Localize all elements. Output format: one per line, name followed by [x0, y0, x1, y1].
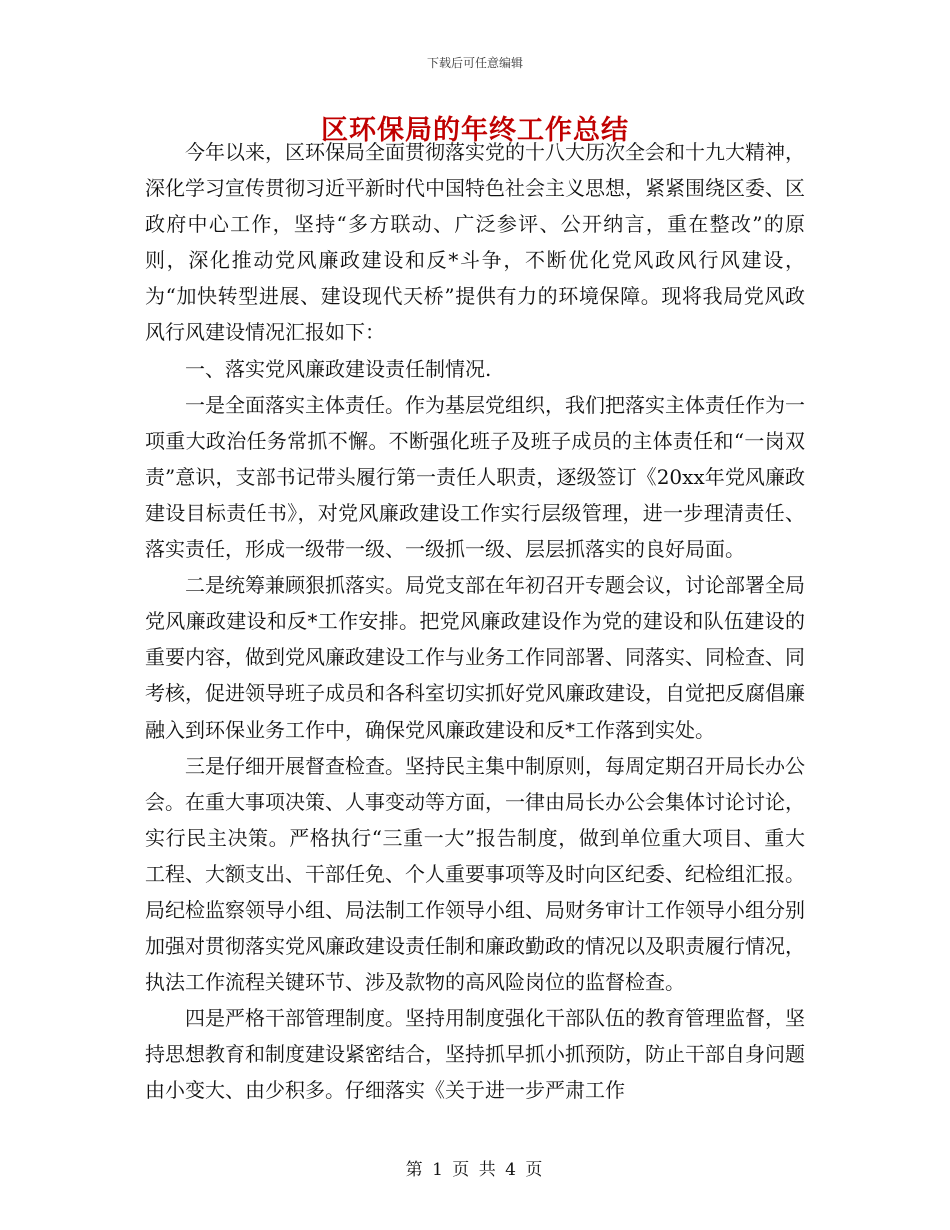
- paragraph-point-3: 三是仔细开展督查检查。坚持民主集中制原则，每周定期召开局长办公会。在重大事项决策、人事变动等方面，一律由局长办公会集体讨论讨论，实行民主决策。严格执行“三重一大”报告制度，做到单位重大项目、重大工程、大额支出、干部任免、个人重要事项等及时向区纪委、纪检组汇报。局纪检监察领导小组、局法制工作领导小组、局财务审计工作领导小组分别加强对贯彻落实党风廉政建设责任制和廉政勤政的情况以及职责履行情况，执法工作流程关键环节、涉及款物的高风险岗位的监督检查。: [145, 753, 805, 995]
- document-body: [145, 134, 805, 1109]
- document-title: 区环保局的年终工作总结: [321, 115, 629, 146]
- section-heading: 一、落实党风廉政建设责任制情况.: [185, 356, 492, 381]
- page-footer: 第 1 页 共 4 页: [405, 1160, 545, 1180]
- paragraph-point-2: 二是统筹兼顾狠抓落实。局党支部在年初召开专题会议，讨论部署全局党风廉政建设和反*工作安排。把党风廉政建设作为党的建设和队伍建设的重要内容，做到党风廉政建设工作与业务工作同部署、同落实、同检查、同考核，促进领导班子成员和各科室切实抓好党风廉政建设，自觉把反腐倡廉融入到环保业务工作中，确保党风廉政建设和反*工作落到实处。: [145, 573, 805, 742]
- paragraph-intro: 今年以来，区环保局全面贯彻落实党的十八大历次全会和十九大精神，深化学习宣传贯彻习近平新时代中国特色社会主义思想，紧紧围绕区委、区政府中心工作，坚持“多方联动、广泛参评、公开纳言，重在整改”的原则，深化推动党风廉政建设和反*斗争，不断优化党风政风行风建设，为“加快转型进展、建设现代天桥”提供有力的环境保障。现将我局党风政风行风建设情况汇报如下：: [145, 140, 805, 345]
- paragraph-point-1: 一是全面落实主体责任。作为基层党组织，我们把落实主体责任作为一项重大政治任务常抓不懈。不断强化班子及班子成员的主体责任和“一岗双责”意识，支部书记带头履行第一责任人职责，逐级签订《20xx年党风廉政建设目标责任书》，对党风廉政建设工作实行层级管理，进一步理清责任、落实责任，形成一级带一级、一级抓一级、层层抓落实的良好局面。: [145, 392, 805, 562]
- header-note: 下载后可任意编辑: [426, 56, 523, 70]
- paragraph-point-4: 四是严格干部管理制度。坚持用制度强化干部队伍的教育管理监督，坚持思想教育和制度建设紧密结合，坚持抓早抓小抓预防，防止干部自身问题由小变大、由少积多。仔细落实《关于进一步严肃工作: [145, 1006, 805, 1103]
